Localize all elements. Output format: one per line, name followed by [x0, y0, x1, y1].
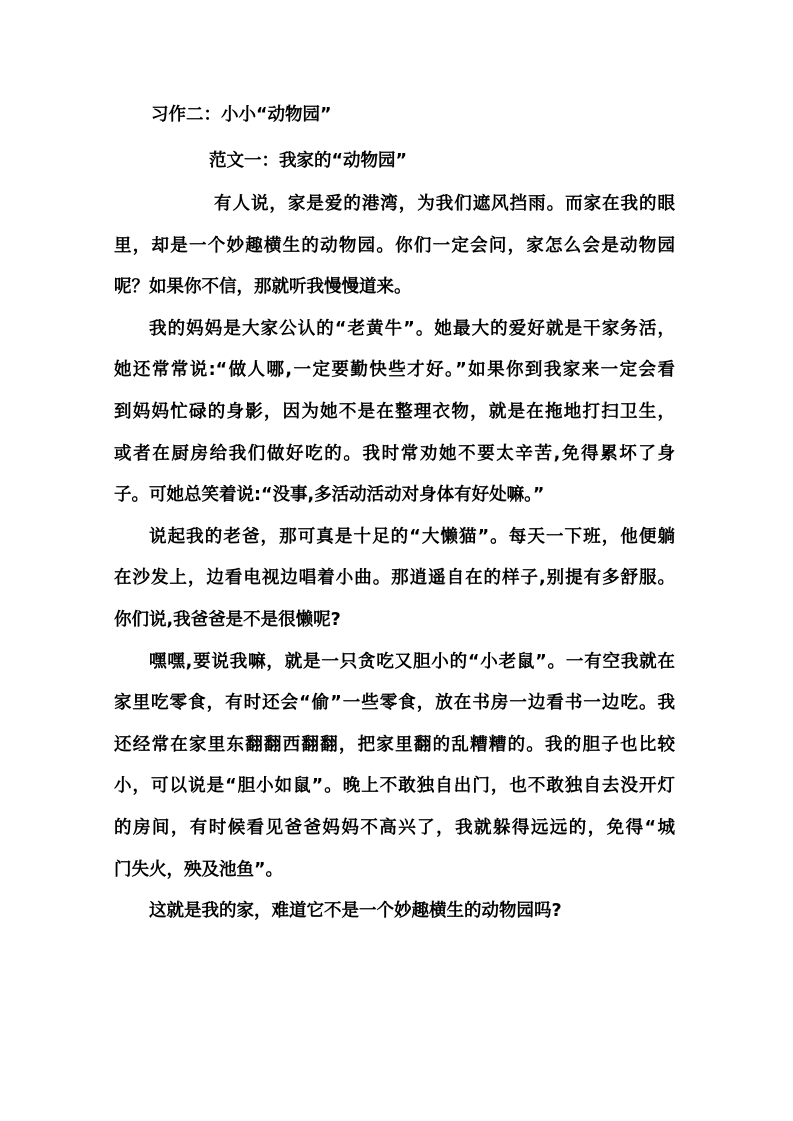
text-line-1: 习作二：小小“动物园”: [151, 105, 332, 125]
text-line-19: 门失火，殃及池鱼”。: [114, 859, 284, 880]
text-line-20: 这就是我的家，难道它不是一个妙趣横生的动物园吗?: [149, 901, 562, 922]
text-line-18: 的房间，有时候看见爸爸妈妈不高兴了，我就躲得远远的，免得“城: [114, 817, 675, 838]
text-line-15: 家里吃零食，有时还会“偷”一些零食，放在书房一边看书一边吃。我: [114, 693, 675, 714]
text-line-2: 范文一：我家的“动物园”: [209, 151, 408, 171]
text-line-8: 到妈妈忙碌的身影，因为她不是在整理衣物，就是在拖地打扫卫生，: [114, 401, 675, 422]
text-line-11: 说起我的老爸，那可真是十足的“大懒猫”。每天一下班，他便躺: [149, 526, 675, 547]
essay-text: [114, 92, 675, 933]
text-line-5: 呢？如果你不信，那就听我慢慢道来。: [114, 277, 412, 298]
essay-lines: [114, 92, 675, 933]
text-line-9: 或者在厨房给我们做好吃的。我时常劝她不要太辛苦,免得累坏了身: [114, 443, 675, 464]
text-line-7: 她还常常说:“做人哪,一定要勤快些才好。”如果你到我家来一定会看: [114, 360, 675, 381]
text-line-10: 子。可她总笑着说:“没事,多活动活动对身体有好处嘛。”: [114, 485, 545, 506]
text-line-14: 嘿嘿,要说我嘛，就是一只贪吃又胆小的“小老鼠”。一有空我就在: [149, 651, 675, 672]
text-line-6: 我的妈妈是大家公认的“老黄牛”。她最大的爱好就是干家务活，: [149, 318, 675, 339]
text-line-3: 有人说，家是爱的港湾，为我们遮风挡雨。而家在我的眼: [214, 194, 675, 214]
text-line-13: 你们说,我爸爸是不是很懒呢?: [114, 609, 341, 630]
text-line-16: 还经常在家里东翻翻西翻翻，把家里翻的乱糟糟的。我的胆子也比较: [114, 734, 675, 755]
text-line-12: 在沙发上，边看电视边唱着小曲。那逍遥自在的样子,别提有多舒服。: [114, 568, 675, 589]
text-line-17: 小，可以说是“胆小如鼠”。晚上不敢独自出门，也不敢独自去没开灯: [114, 776, 675, 797]
text-line-4: 里，却是一个妙趣横生的动物园。你们一定会问，家怎么会是动物园: [114, 235, 675, 256]
